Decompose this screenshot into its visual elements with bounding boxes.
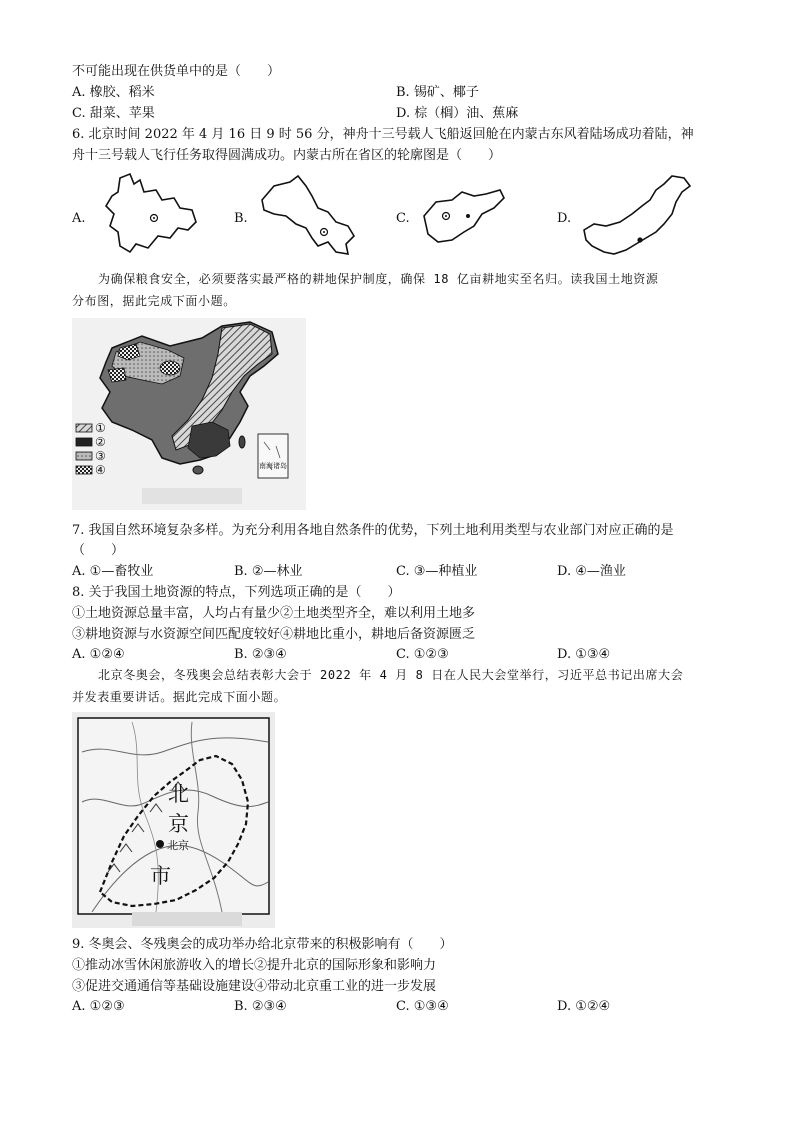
q8-stem-line1: 8. 关于我国土地资源的特点，下列选项正确的是（ ） xyxy=(72,585,401,600)
q6-option-d-letter: D. xyxy=(557,211,572,226)
passage2-line1: 北京冬奥会，冬残奥会总结表彰大会于 2022 年 4 月 8 日在人民大会堂举行，习近平总书记出席大会 xyxy=(98,668,684,682)
passage1-line2: 分布图，据此完成下面小题。 xyxy=(72,294,236,308)
map-label-jing: 京 xyxy=(168,812,189,836)
q9-option-a: A. ①②③ xyxy=(72,999,125,1014)
inner-mongolia-outline-map xyxy=(580,172,698,264)
passage2-line2: 并发表重要讲话。据此完成下面小题。 xyxy=(72,690,287,704)
q9-stem-line3: ③促进交通通信等基础设施建设④带动北京重工业的进一步发展 xyxy=(72,979,437,994)
q8-option-b: B. ②③④ xyxy=(234,647,287,662)
passage-land-resources xyxy=(72,268,720,312)
q7-stem-line1: 7. 我国自然环境复杂多样。为充分利用各地自然条件的优势，下列土地利用类型与农业部门对应正确的是 xyxy=(72,523,674,538)
q9-option-b: B. ②③④ xyxy=(234,999,287,1014)
q9-option-d: D. ①②④ xyxy=(557,999,611,1014)
legend-label-1: ① xyxy=(95,421,106,435)
q5-option-c: C. 甜菜、苹果 xyxy=(72,106,155,121)
q9-option-c: C. ①③④ xyxy=(396,999,449,1014)
q8-option-c: C. ①②③ xyxy=(396,647,449,662)
q8-stem-line2: ①土地资源总量丰富，人均占有量少②土地类型齐全，难以利用土地多 xyxy=(72,606,476,621)
q5-option-b: B. 锡矿、椰子 xyxy=(396,85,479,100)
legend-label-4: ④ xyxy=(95,463,106,477)
q6-option-a-letter: A. xyxy=(72,211,86,226)
passage1-line1: 为确保粮食安全，必须要落实最严格的耕地保护制度，确保 18 亿亩耕地实至名归。读我国土地资源 xyxy=(98,272,659,286)
map-label-bei: 北 xyxy=(168,782,189,806)
q9-stem-line2: ①推动冰雪休闲旅游收入的增长②提升北京的国际形象和影响力 xyxy=(72,958,437,973)
q5-stem-tail: 不可能出现在供货单中的是（ ） xyxy=(72,64,281,79)
q8-stem-line3: ③耕地资源与水资源空间匹配度较好④耕地比重小，耕地后备资源匮乏 xyxy=(72,627,476,642)
yunnan-outline-map xyxy=(96,170,208,260)
q7-option-a: A. ①—畜牧业 xyxy=(72,564,154,579)
q7-option-c: C. ③—种植业 xyxy=(396,564,478,579)
q9-stem-line1: 9. 冬奥会、冬残奥会的成功举办给北京带来的积极影响有（ ） xyxy=(72,937,453,952)
map-city-label: 北京 xyxy=(167,839,189,852)
passage-winter-olympics xyxy=(72,664,720,708)
map-label-shi: 市 xyxy=(150,864,171,888)
q8-option-a: A. ①②④ xyxy=(72,647,125,662)
q7-option-b: B. ②—林业 xyxy=(234,564,303,579)
shandong-outline-map xyxy=(416,186,508,248)
q5-option-a: A. 橡胶、稻米 xyxy=(72,85,155,100)
q7-option-d: D. ④—渔业 xyxy=(557,564,626,579)
q5-option-d: D. 棕（榈）油、蕉麻 xyxy=(396,106,519,121)
legend-label-3: ③ xyxy=(95,449,106,463)
q6-stem-line2: 舟十三号载人飞行任务取得圆满成功。内蒙古所在省区的轮廓图是（ ） xyxy=(72,148,502,163)
q6-option-c-letter: C. xyxy=(396,211,410,226)
q6-stem-line1: 6. 北京时间 2022 年 4 月 16 日 9 时 56 分，神舟十三号载人飞船返回舱在内蒙古东风着陆场成功着陆，神 xyxy=(72,127,694,142)
legend-label-2: ② xyxy=(95,435,106,449)
gansu-outline-map xyxy=(256,172,362,258)
q6-option-b-letter: B. xyxy=(234,211,248,226)
inset-label: 南海诸岛 xyxy=(259,462,287,470)
china-land-resource-map xyxy=(72,318,306,510)
q8-option-d: D. ①③④ xyxy=(557,647,611,662)
q7-stem-line2: （ ） xyxy=(72,543,125,558)
